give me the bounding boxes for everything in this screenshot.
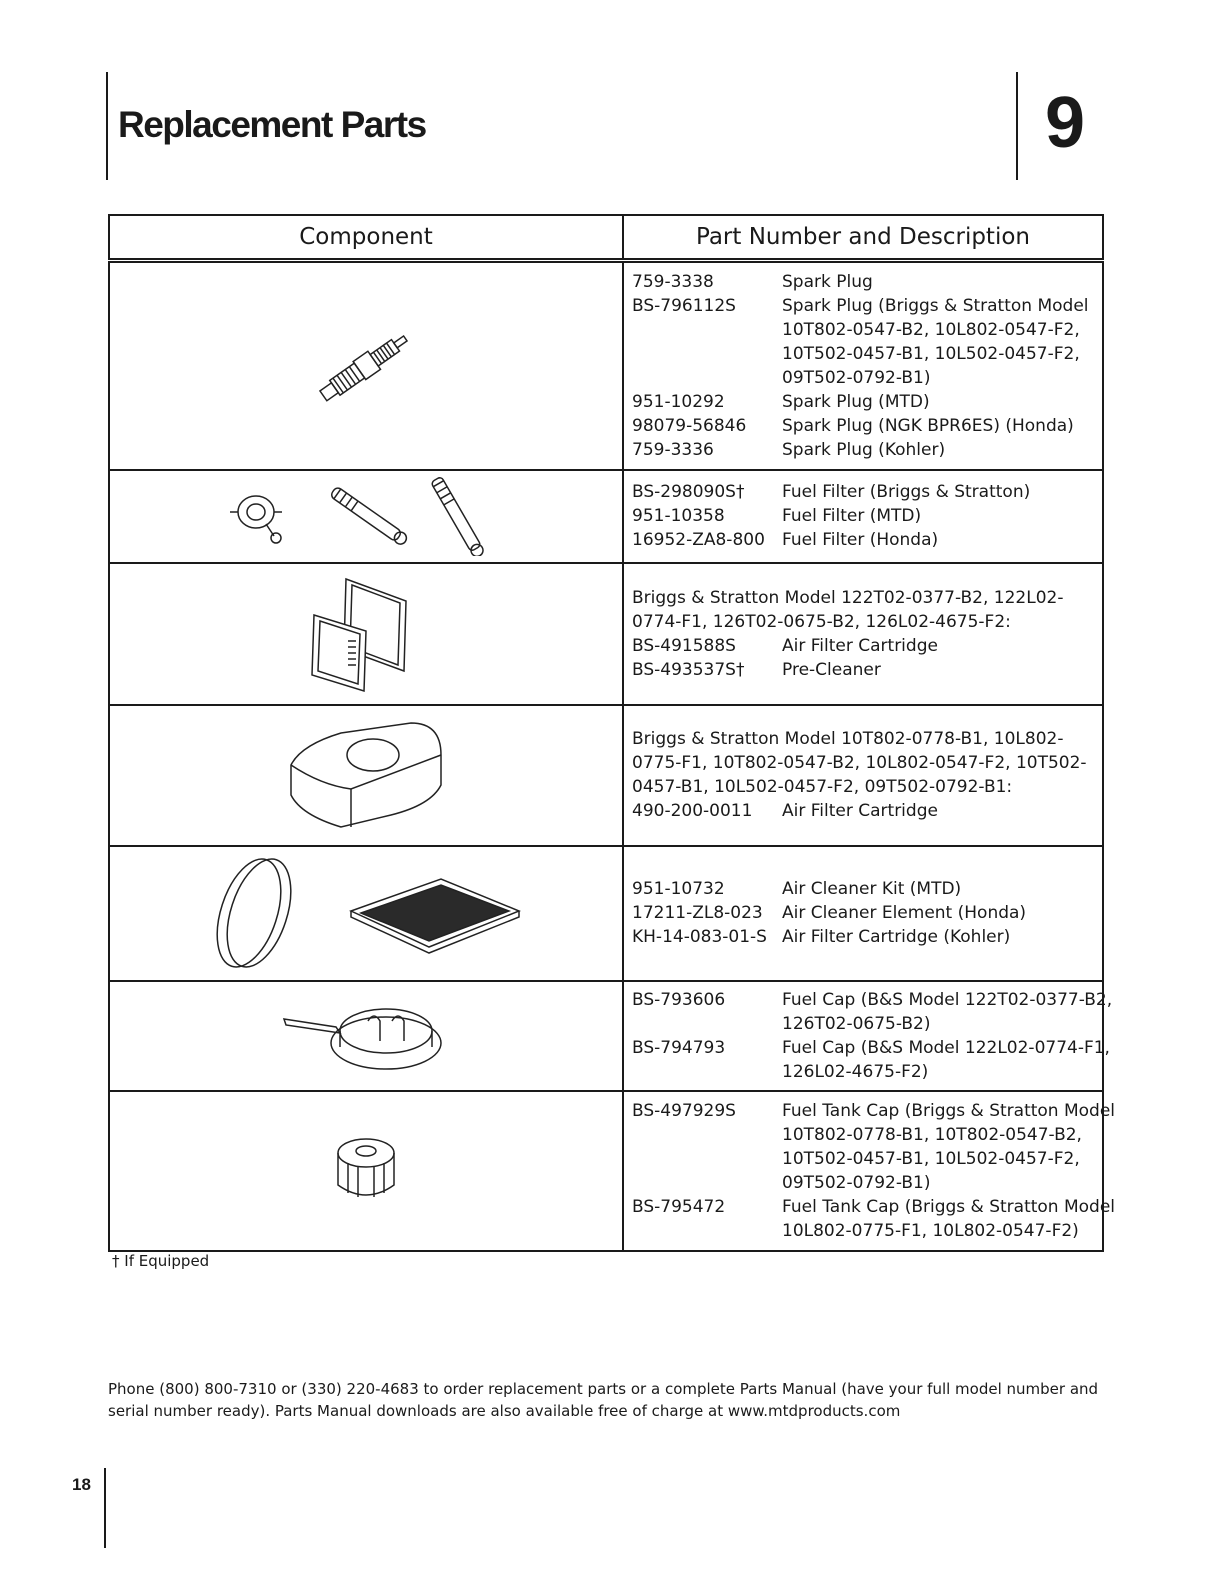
part-line [632,586,1096,610]
part-number: KH-14-083-01-S [632,927,767,947]
air-cleaner-kit-icon [201,851,531,976]
page-title: Replacement Parts [118,104,426,145]
part-number: 16952-ZA8-800 [632,530,765,550]
part-number: BS-491588S [632,635,736,656]
spark-plug-icon [306,321,426,411]
part-description: 10T502-0457-B1, 10L502-0457-F2, [782,343,1080,364]
part-description-cell [623,705,1103,846]
parts-table [108,214,1116,1252]
part-line [632,342,1096,366]
contact-line-1: Phone (800) 800-7310 or (330) 220-4683 to order replacement parts or a complete Parts Manual (have your full model number and [108,1380,1099,1398]
part-description: Fuel Cap (B&S Model 122T02-0377-B2, [782,989,1113,1010]
part-description-cell [623,1091,1116,1251]
contact-info [108,1378,1108,1422]
part-description: Air Filter Cartridge [782,801,938,821]
part-line [632,504,1096,528]
part-description: Spark Plug (MTD) [782,391,930,412]
part-line [632,390,1096,414]
part-line [632,658,1096,682]
part-description: Fuel Tank Cap (Briggs & Stratton Model [782,1100,1116,1121]
part-line [632,414,1096,438]
part-number: BS-493537S† [632,659,745,680]
title-rule-left [106,72,108,180]
part-line [632,270,1096,294]
part-line [632,294,1096,318]
page-number: 18 [72,1475,91,1494]
part-description: 10T502-0457-B1, 10L502-0457-F2, [782,1148,1080,1169]
part-description: Briggs & Stratton Model 10T802-0778-B1, 10L802- [632,729,1064,749]
part-line [632,1012,1096,1036]
part-description-cell [623,846,1103,981]
part-line [632,318,1096,342]
part-description: 10T802-0547-B2, 10L802-0547-F2, [782,319,1080,340]
part-line [632,727,1096,751]
contact-line-2: serial number ready). Parts Manual downloads are also available free of charge at www.mtdproducts.com [108,1402,901,1420]
part-line [632,775,1096,799]
part-description: Pre-Cleaner [782,659,881,680]
part-line [632,366,1096,390]
table-row [109,470,1103,563]
part-description: 0457-B1, 10L502-0457-F2, 09T502-0792-B1: [632,777,1013,797]
part-line [632,799,1096,823]
part-number: 490-200-0011 [632,801,753,821]
part-description: 10T802-0778-B1, 10T802-0547-B2, [782,1124,1082,1145]
part-description: 10L802-0775-F1, 10L802-0547-F2) [782,1220,1079,1241]
part-description-cell [623,563,1103,705]
fuel-cap-icon [276,991,456,1081]
part-description: Briggs & Stratton Model 122T02-0377-B2, 122L02- [632,587,1064,608]
part-number: BS-796112S [632,295,736,316]
part-line [632,438,1096,462]
part-description-cell [623,261,1103,470]
table-row [109,261,1103,470]
part-description-cell [623,981,1113,1091]
chapter-number: 9 [1045,83,1086,163]
part-line [632,1060,1096,1084]
part-description-cell [623,470,1103,563]
part-line [632,901,1096,925]
component-image-cell [109,981,623,1091]
part-description: Fuel Tank Cap (Briggs & Stratton Model [782,1196,1116,1217]
part-number: 17211-ZL8-023 [632,903,763,923]
part-line [632,1036,1110,1060]
part-line [632,1123,1096,1147]
part-number: 951-10358 [632,506,725,526]
part-description: Air Filter Cartridge (Kohler) [782,927,1011,947]
part-line [632,1147,1096,1171]
fuel-filter-icon [216,476,516,556]
table-row [109,1091,1103,1251]
part-number: BS-793606 [632,989,726,1010]
fuel-tank-cap-icon [321,1131,411,1211]
part-number: 759-3338 [632,271,714,292]
part-line [632,634,1096,658]
part-line [632,610,1096,634]
part-line [632,751,1096,775]
part-line [632,925,1096,949]
part-description: Spark Plug (NGK BPR6ES) (Honda) [782,415,1074,436]
component-image-cell [109,705,623,846]
component-image-cell [109,1091,623,1251]
column-header-component: Component [109,215,623,261]
part-line [632,1219,1096,1243]
part-description: Spark Plug [782,271,873,292]
component-image-cell [109,846,623,981]
table-header-row [109,215,1103,261]
footnote: † If Equipped [112,1252,210,1270]
part-description: Fuel Filter (MTD) [782,506,922,526]
part-number: BS-794793 [632,1037,726,1058]
table-row [109,563,1103,705]
part-line [632,1195,1116,1219]
component-image-cell [109,563,623,705]
part-line [632,1099,1116,1123]
table-row [109,705,1103,846]
part-line [632,528,1096,552]
part-number: 951-10292 [632,391,725,412]
part-number: 951-10732 [632,879,725,899]
part-description: Fuel Filter (Briggs & Stratton) [782,482,1031,502]
part-description: 126L02-4675-F2) [782,1061,929,1082]
part-description: 126T02-0675-B2) [782,1013,931,1034]
part-number: 98079-56846 [632,415,747,436]
part-line [632,988,1113,1012]
component-image-cell [109,261,623,470]
part-number: 759-3336 [632,439,714,460]
part-description: Fuel Filter (Honda) [782,530,939,550]
page-number-rule [104,1468,106,1548]
air-filter-cartridge-icon [296,571,436,696]
column-header-part: Part Number and Description [623,215,1103,261]
table-row [109,981,1103,1091]
part-line [632,1171,1096,1195]
part-description: Spark Plug (Kohler) [782,439,946,460]
part-number: BS-298090S† [632,482,745,502]
part-line [632,480,1096,504]
part-line [632,877,1096,901]
part-description: Air Cleaner Kit (MTD) [782,879,962,899]
part-description: 0775-F1, 10T802-0547-B2, 10L802-0547-F2, 10T502- [632,753,1087,773]
part-description: Air Cleaner Element (Honda) [782,903,1027,923]
part-number: BS-795472 [632,1196,726,1217]
component-image-cell [109,470,623,563]
part-description: Spark Plug (Briggs & Stratton Model [782,295,1089,316]
part-description: Fuel Cap (B&S Model 122L02-0774-F1, [782,1037,1110,1058]
part-description: 09T502-0792-B1) [782,367,931,388]
oval-air-filter-icon [281,715,451,835]
title-rule-right [1016,72,1018,180]
part-description: 0774-F1, 126T02-0675-B2, 126L02-4675-F2: [632,611,1011,632]
table-row [109,846,1103,981]
part-description: 09T502-0792-B1) [782,1172,931,1193]
part-number: BS-497929S [632,1100,736,1121]
part-description: Air Filter Cartridge [782,635,938,656]
